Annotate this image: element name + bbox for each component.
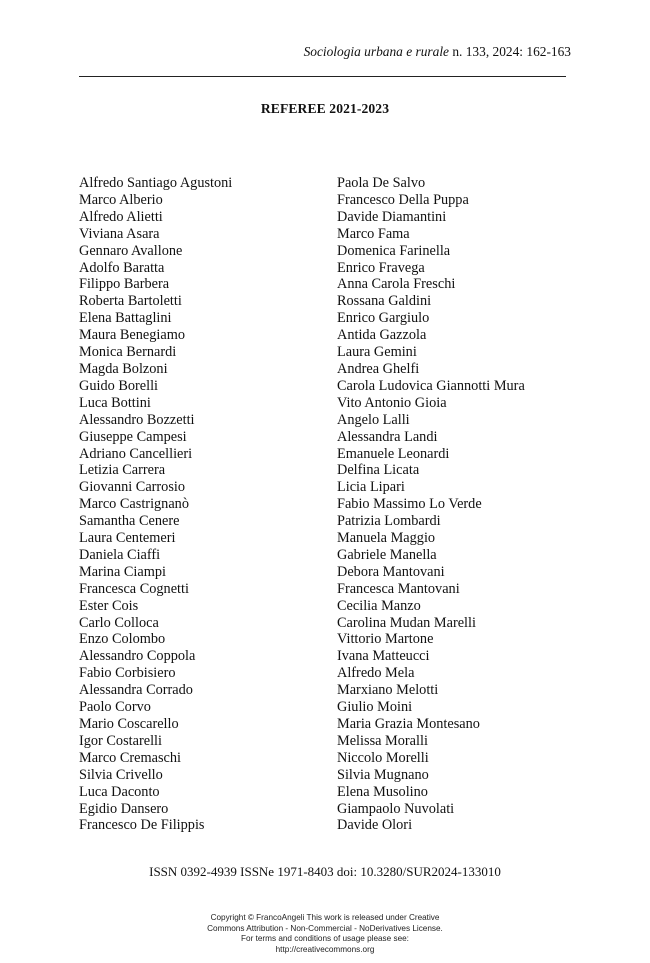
- referee-name: Paola De Salvo: [337, 175, 426, 191]
- referee-name: Elena Musolino: [337, 783, 428, 800]
- referee-name: Angelo Lalli: [337, 411, 410, 428]
- referee-name: Francesca Cognetti: [79, 580, 189, 597]
- referee-name: Luca Bottini: [79, 394, 151, 411]
- referee-name: Silvia Crivello: [79, 766, 163, 783]
- license-notice: [0, 913, 650, 955]
- referee-name: Giulio Moini: [337, 699, 413, 716]
- referee-name: Alessandra Landi: [337, 428, 438, 445]
- referee-name: Francesco De Filippis: [79, 817, 205, 834]
- referee-name: Guido Borelli: [79, 377, 159, 394]
- referee-name: Fabio Corbisiero: [79, 665, 176, 682]
- referee-name: Francesca Mantovani: [337, 580, 460, 597]
- referee-name: Gennaro Avallone: [79, 242, 183, 259]
- referee-name: Alfredo Santiago Agustoni: [79, 175, 233, 191]
- journal-name: Sociologia urbana e rurale: [303, 44, 449, 59]
- referee-name: Melissa Moralli: [337, 732, 428, 749]
- referee-name: Francesco Della Puppa: [337, 191, 469, 208]
- referee-name: Marco Castrignanò: [79, 496, 189, 513]
- referee-name: Adriano Cancellieri: [79, 445, 193, 462]
- referee-name: Marina Ciampi: [79, 563, 166, 580]
- referee-name: Letizia Carrera: [79, 462, 166, 479]
- referee-name: Giuseppe Campesi: [79, 428, 187, 445]
- referee-name: Alfredo Mela: [337, 665, 415, 682]
- referee-name: Delfina Licata: [337, 462, 420, 479]
- referee-name: Laura Gemini: [337, 344, 417, 361]
- referee-name: Marxiano Melotti: [337, 682, 439, 699]
- license-line: For terms and conditions of usage please see:: [241, 934, 409, 943]
- referee-name: Debora Mantovani: [337, 563, 445, 580]
- referee-name: Maria Grazia Montesano: [337, 716, 480, 732]
- referee-list-left: [79, 175, 232, 834]
- referee-name: Enrico Gargiulo: [337, 310, 430, 327]
- referee-name: Domenica Farinella: [337, 242, 451, 259]
- referee-name: Viviana Asara: [79, 225, 160, 242]
- header-divider: [79, 76, 566, 77]
- referee-name: Daniela Ciaffi: [79, 546, 161, 563]
- referee-name: Ivana Matteucci: [337, 648, 430, 665]
- referee-name: Licia Lipari: [337, 479, 405, 496]
- referee-name: Ester Cois: [79, 597, 139, 614]
- referee-name: Alfredo Alietti: [79, 208, 163, 225]
- referee-name: Filippo Barbera: [79, 276, 170, 293]
- referee-name: Gabriele Manella: [337, 546, 437, 563]
- journal-reference: [304, 44, 571, 60]
- license-link[interactable]: http://creativecommons.org: [275, 944, 375, 954]
- referee-name: Luca Daconto: [79, 783, 160, 800]
- referee-name: Giampaolo Nuvolati: [337, 800, 455, 817]
- referee-name: Igor Costarelli: [79, 732, 162, 749]
- issn-doi-line: ISSN 0392-4939 ISSNe 1971-8403 doi: 10.3280/SUR2024-133010: [149, 864, 501, 879]
- referee-name: Niccolo Morelli: [337, 749, 429, 766]
- referee-name: Carlo Colloca: [79, 614, 159, 631]
- referee-name: Rossana Galdini: [337, 293, 432, 310]
- referee-name: Cecilia Manzo: [337, 597, 421, 614]
- referee-name: Patrizia Lombardi: [337, 513, 441, 530]
- referee-name: Davide Diamantini: [337, 208, 447, 225]
- referee-name: Emanuele Leonardi: [337, 445, 450, 462]
- referee-name: Egidio Dansero: [79, 800, 169, 817]
- license-line: Commons Attribution - Non-Commercial - NoDerivatives License.: [207, 923, 443, 933]
- referee-name: Marco Alberio: [79, 191, 163, 208]
- referee-name: Maura Benegiamo: [79, 327, 185, 344]
- referee-name: Giovanni Carrosio: [79, 479, 186, 496]
- referee-list-right: [337, 175, 525, 834]
- referee-name: Marco Cremaschi: [79, 749, 182, 766]
- referee-name: Samantha Cenere: [79, 513, 180, 530]
- referee-name: Magda Bolzoni: [79, 360, 168, 377]
- referee-name: Antida Gazzola: [337, 327, 427, 344]
- issue-info: n. 133, 2024: 162-163: [449, 44, 571, 59]
- referee-name: Enzo Colombo: [79, 631, 166, 648]
- referee-name: Elena Battaglini: [79, 310, 172, 327]
- referee-name: Fabio Massimo Lo Verde: [337, 496, 482, 513]
- referee-name: Carolina Mudan Marelli: [337, 614, 476, 631]
- referee-name: Silvia Mugnano: [337, 766, 429, 783]
- referee-name: Davide Olori: [337, 817, 413, 834]
- license-line: Copyright © FrancoAngeli This work is released under Creative: [210, 913, 440, 922]
- referee-name: Monica Bernardi: [79, 344, 177, 361]
- referee-name: Alessandra Corrado: [79, 682, 193, 699]
- referee-name: Manuela Maggio: [337, 530, 436, 547]
- referee-name: Marco Fama: [337, 225, 410, 242]
- referee-name: Enrico Fravega: [337, 259, 425, 276]
- page-title: REFEREE 2021-2023: [260, 101, 390, 116]
- referee-name: Anna Carola Freschi: [337, 276, 456, 293]
- referee-name: Alessandro Coppola: [79, 648, 196, 665]
- referee-name: Adolfo Baratta: [79, 259, 165, 276]
- referee-name: Andrea Ghelfi: [337, 360, 420, 377]
- referee-name: Alessandro Bozzetti: [79, 411, 195, 428]
- referee-name: Vittorio Martone: [337, 631, 434, 648]
- referee-name: Carola Ludovica Giannotti Mura: [337, 377, 525, 394]
- referee-name: Vito Antonio Gioia: [337, 394, 447, 411]
- referee-name: Roberta Bartoletti: [79, 293, 182, 310]
- referee-name: Mario Coscarello: [79, 716, 179, 732]
- referee-name: Paolo Corvo: [79, 699, 151, 716]
- referee-name: Laura Centemeri: [79, 530, 176, 547]
